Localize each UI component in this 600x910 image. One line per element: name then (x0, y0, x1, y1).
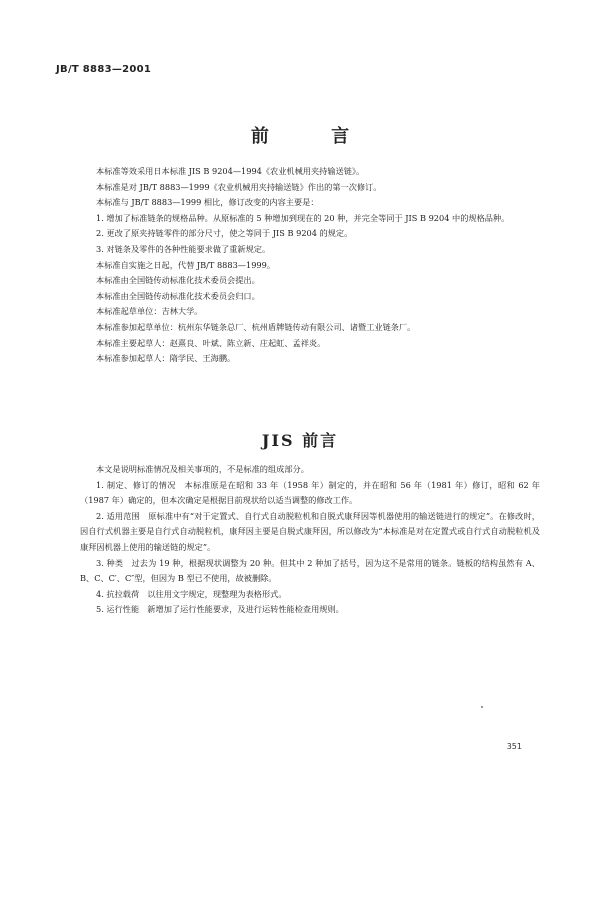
foreword-paragraph: 本标准与 JB/T 8883—1999 相比，修订改变的内容主要是： (96, 197, 319, 208)
jis-foreword-paragraph: 5. 运行性能 新增加了运行性能要求，及进行运转性能检查用规则。 (96, 604, 344, 615)
foreword-paragraph: 1. 增加了标准链条的规格品种。从原标准的 5 种增加到现在的 20 种，并完全等同于 JIS B 9204 中的规格品种。 (96, 212, 510, 223)
scan-speck (481, 706, 483, 708)
foreword-paragraph: 2. 更改了原夹持链零件的部分尺寸，使之等同于 JIS B 9204 的规定。 (96, 228, 353, 239)
document-standard-number: JB/T 8883—2001 (56, 64, 152, 75)
jis-foreword-section (80, 462, 540, 618)
foreword-paragraph: 本标准由全国链传动标准化技术委员会提出。 (96, 275, 260, 286)
foreword-section (80, 164, 540, 367)
foreword-paragraph: 本标准等效采用日本标准 JIS B 9204—1994《农业机械用夹持输送链》。 (96, 166, 365, 176)
foreword-title: 前 言 (250, 126, 378, 147)
foreword-paragraph: 本标准参加起草人：隋学民、王海鹏。 (96, 353, 236, 364)
foreword-paragraph: 3. 对链条及零件的各种性能要求做了重新规定。 (96, 243, 271, 254)
page-number: 351 (506, 742, 522, 751)
foreword-paragraph: 本标准是对 JB/T 8883—1999《农业机械用夹持输送链》作出的第一次修订。 (96, 181, 382, 192)
foreword-paragraph: 本标准主要起草人：赵熹良、叶斌、陈立新、庄起虹、孟祥炎。 (96, 337, 326, 348)
foreword-paragraph: 本标准自实施之日起，代替 JB/T 8883—1999。 (96, 259, 276, 270)
foreword-paragraph: 本标准参加起草单位：杭州东华链条总厂、杭州盾牌链传动有限公司、诸暨工业链条厂。 (96, 321, 416, 332)
jis-foreword-paragraph: 1. 制定、修订的情况 本标准原是在昭和 33 年（1958 年）制定的，并在昭和 56 年（1981 年）修订，昭和 62 年（1987 年）确定的，但本次确定是根据目前现状给以适当调整的修改工作。 (80, 479, 540, 506)
jis-foreword-paragraph: 3. 种类 过去为 19 种，根据现状调整为 20 种。但其中 2 种加了括号，因为这不是常用的链条。链板的结构虽然有 A、B、C、C′、C″型，但因为 B 型已不使用，故被删除。 (80, 557, 540, 584)
jis-foreword-paragraph: 本文是说明标准情况及相关事项的，不是标准的组成部分。 (96, 464, 309, 474)
foreword-paragraph: 本标准起草单位：吉林大学。 (96, 306, 203, 317)
jis-foreword-title: JIS 前言 (261, 431, 339, 450)
foreword-paragraph: 本标准由全国链传动标准化技术委员会归口。 (96, 290, 260, 301)
jis-foreword-paragraph: 4. 抗拉载荷 以往用文字规定，现整理为表格形式。 (96, 588, 287, 599)
jis-foreword-paragraph: 2. 适用范围 原标准中有“对于定置式、自行式自动脱粒机和自脱式康拜因等机器使用的输送链进行的规定”。在修改时，因自行式机器主要是自行式自动脱粒机，康拜因主要是自脱式康拜因，所以修改为“本标准是对在定置式或自行式自动脱粒机及康拜因机器上使用的输送链的规定”。 (80, 510, 540, 552)
